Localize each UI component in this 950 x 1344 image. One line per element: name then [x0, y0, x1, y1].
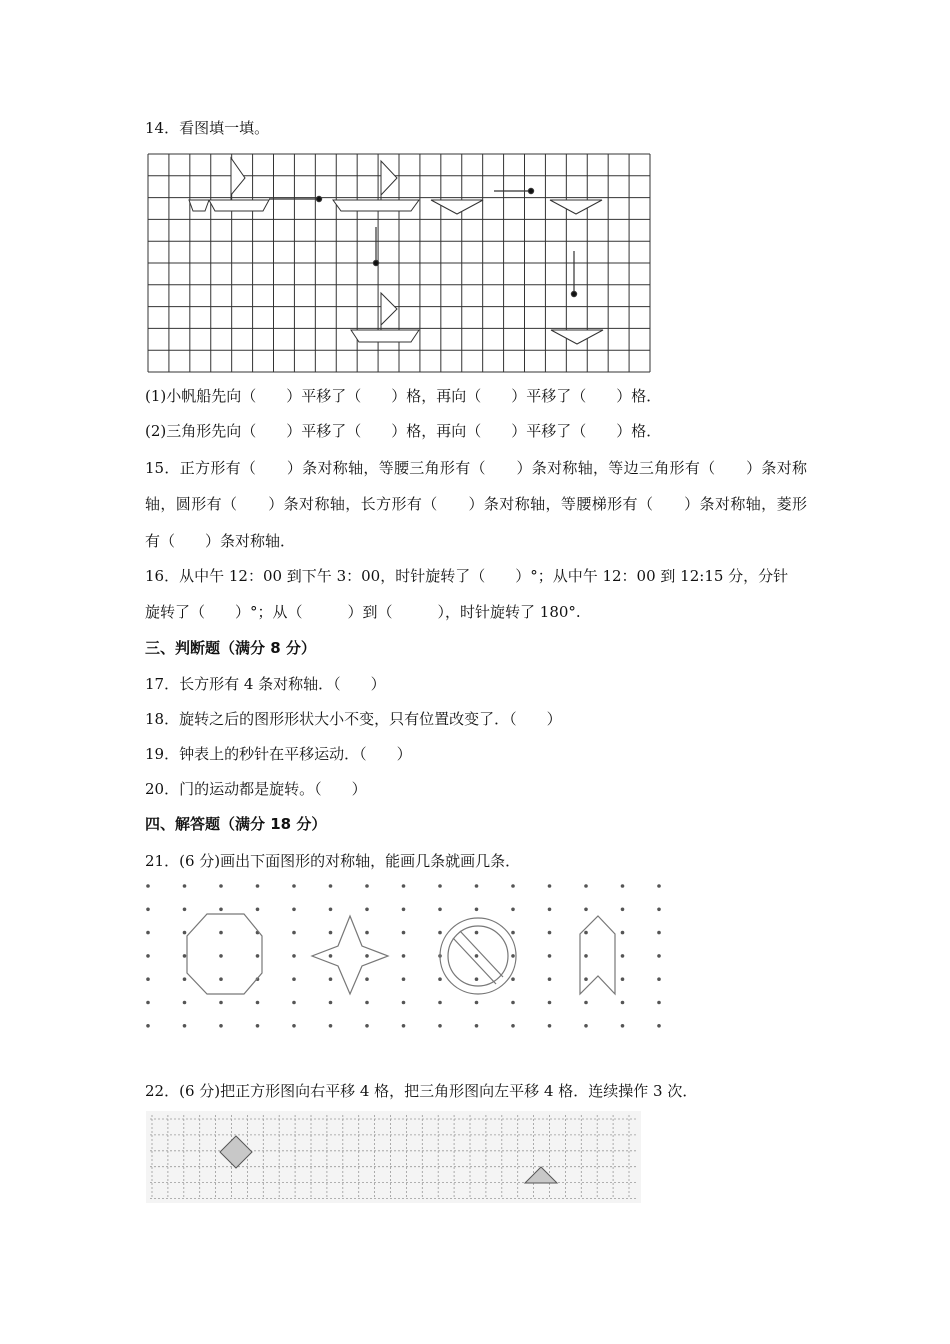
q22: 22．(6 分)把正方形图向右平移 4 格，把三角形图向左平移 4 格．连续操作 3 次． — [145, 1082, 698, 1100]
q20: 20．门的运动都是旋转。（ ） — [145, 780, 367, 798]
q14-sub2: (2)三角形先向（ ）平移了（ ）格，再向（ ）平移了（ ）格． — [145, 422, 662, 440]
q21: 21．(6 分)画出下面图形的对称轴，能画几条就画几条． — [145, 852, 521, 870]
q18: 18．旋转之后的图形形状大小不变，只有位置改变了．（ ） — [145, 710, 562, 728]
q19: 19．钟表上的秒针在平移运动．（ ） — [145, 745, 412, 763]
q15-line2: 轴，圆形有（ ）条对称轴，长方形有（ ）条对称轴，等腰梯形有（ ）条对称轴，菱形 — [145, 495, 807, 513]
q17: 17．长方形有 4 条对称轴．（ ） — [145, 675, 386, 693]
q15-line1: 15．正方形有（ ）条对称轴，等腰三角形有（ ）条对称轴，等边三角形有（ ）条对称 — [145, 459, 807, 477]
q14-title: 14．看图填一填。 — [145, 119, 270, 137]
octagon-shape — [187, 914, 262, 994]
q14-sub1: (1)小帆船先向（ ）平移了（ ）格，再向（ ）平移了（ ）格． — [145, 387, 662, 405]
section4-heading: 四、解答题（满分 18 分） — [145, 815, 327, 833]
q22-grid-figure — [146, 1111, 641, 1203]
sailboat-middle-bottom — [351, 293, 419, 342]
sailboat-middle-top — [333, 161, 419, 211]
q16-line2: 旋转了（ ）°；从（ ）到（ ），时针旋转了 180°. — [145, 603, 581, 621]
q21-dot-grid-figure — [140, 876, 665, 1036]
q15-line3: 有（ ）条对称轴． — [145, 532, 296, 550]
sailboat-left — [189, 158, 269, 211]
star-shape — [312, 916, 388, 994]
triangle-top — [431, 200, 483, 214]
triangle-bottom-right — [551, 330, 603, 344]
section3-heading: 三、判断题（满分 8 分） — [145, 639, 316, 657]
q16-line1: 16．从中午 12：00 到下午 3：00，时针旋转了（ ）°；从中午 12：00 到 12:15 分，分针 — [145, 567, 789, 585]
q14-grid-figure — [147, 153, 651, 373]
triangle-top-right — [550, 200, 602, 214]
